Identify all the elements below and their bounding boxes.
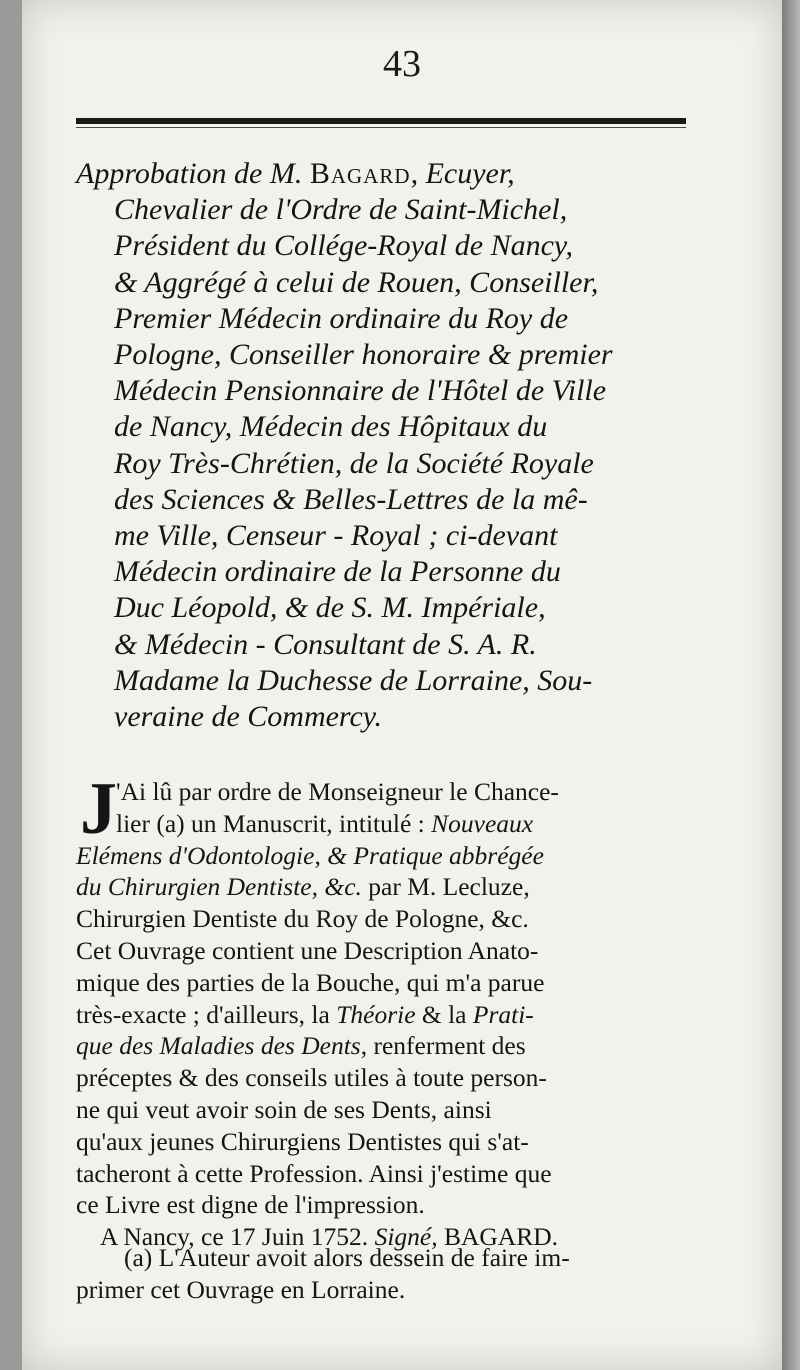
body-text: , renferment des [360, 1031, 526, 1061]
approbation-line-12: Médecin ordinaire de la Personne du [114, 555, 561, 589]
approbation-line-14: & Médecin - Consultant de S. A. R. [114, 627, 537, 661]
footnote-line-1: (a) L'Auteur avoit alors dessein de faire im- [124, 1243, 570, 1272]
body-line-11: ne qui veut avoir soin de ses Dents, ainsi [76, 1094, 492, 1124]
approbation-body [76, 768, 688, 1253]
approbation-line-9: Roy Très-Chrétien, de la Société Royale [114, 446, 594, 480]
approbation-line-11: me Ville, Censeur - Royal ; ci-devant [114, 519, 558, 553]
body-text: très-exacte ; d'ailleurs, la [76, 999, 330, 1029]
body-line-5: Chirurgien Dentiste du Roy de Pologne, &c. [76, 904, 529, 934]
italic-term: que des Maladies des Dents [76, 1031, 361, 1061]
header-rule [76, 118, 686, 124]
body-line-2 [76, 808, 688, 840]
author-name: Bagard [309, 157, 411, 190]
italic-term: Prati- [472, 999, 534, 1029]
body-text: par M. Lecluze, [368, 872, 530, 902]
signed-label: Signé, [374, 1222, 438, 1252]
body-line-6: Cet Ouvrage contient une Description Anato- [76, 935, 539, 965]
page-number: 43 [383, 43, 421, 85]
header-rule-thin [76, 127, 686, 128]
approbation-line-16: veraine de Commercy. [114, 700, 382, 734]
approbation-line-4: & Aggrégé à celui de Rouen, Conseiller, [114, 265, 599, 299]
page-edge-shadow [782, 0, 800, 1370]
approbation-text: Approbation de M. [76, 157, 303, 190]
book-title: du Chirurgien Dentiste, &c. [76, 872, 362, 902]
body-line-8 [76, 999, 688, 1031]
body-line-13: tacheront à cette Profession. Ainsi j'estime que [76, 1158, 552, 1188]
body-text: & la [421, 999, 467, 1029]
approbation-line-13: Duc Léopold, & de S. M. Impériale, [114, 591, 546, 625]
footnote [76, 1242, 688, 1306]
body-line-12: qu'aux jeunes Chirurgiens Dentistes qui s'at- [76, 1126, 529, 1156]
italic-term: Théorie [336, 999, 416, 1029]
footnote-line-2: primer cet Ouvrage en Lorraine. [76, 1275, 406, 1304]
approbation-line-15: Madame la Duchesse de Lorraine, Sou- [114, 663, 593, 697]
approbation-line-2: Chevalier de l'Ordre de Saint-Michel, [114, 193, 568, 227]
body-line-9 [76, 1030, 688, 1062]
approbation-line-6: Pologne, Conseiller honoraire & premier [114, 338, 613, 372]
book-page [22, 0, 782, 1370]
body-line-14: ce Livre est digne de l'impression. [76, 1190, 425, 1220]
body-line-1: 'Ai lû par ordre de Monseigneur le Chance- [116, 777, 559, 806]
body-text: lier (a) un Manuscrit, intitulé : [116, 808, 425, 838]
body-line-7: mique des parties de la Bouche, qui m'a parue [76, 967, 545, 997]
approbation-line-3: Président du Collége-Royal de Nancy, [114, 229, 574, 263]
approbation-line-8: de Nancy, Médecin des Hôpitaux du [114, 410, 548, 444]
signatory-name: BAGARD. [443, 1222, 559, 1252]
approbation-line-7: Médecin Pensionnaire de l'Hôtel de Ville [114, 374, 607, 408]
approbation-line-1 [76, 156, 686, 192]
approbation-line-10: des Sciences & Belles-Lettres de la mê- [114, 482, 588, 516]
book-title: Nouveaux [431, 808, 534, 838]
date-place: A Nancy, ce 17 Juin 1752. [100, 1222, 369, 1252]
body-line-10: préceptes & des conseils utiles à toute person- [76, 1063, 547, 1093]
drop-cap: J [80, 768, 117, 850]
approbation-line-5: Premier Médecin ordinaire du Roy de [114, 301, 569, 335]
body-line-3: Elémens d'Odontologie, & Pratique abbrégée [76, 840, 544, 870]
approbation-text: , Ecuyer, [410, 157, 515, 190]
approbation-heading [76, 156, 686, 735]
body-line-4 [76, 871, 688, 903]
